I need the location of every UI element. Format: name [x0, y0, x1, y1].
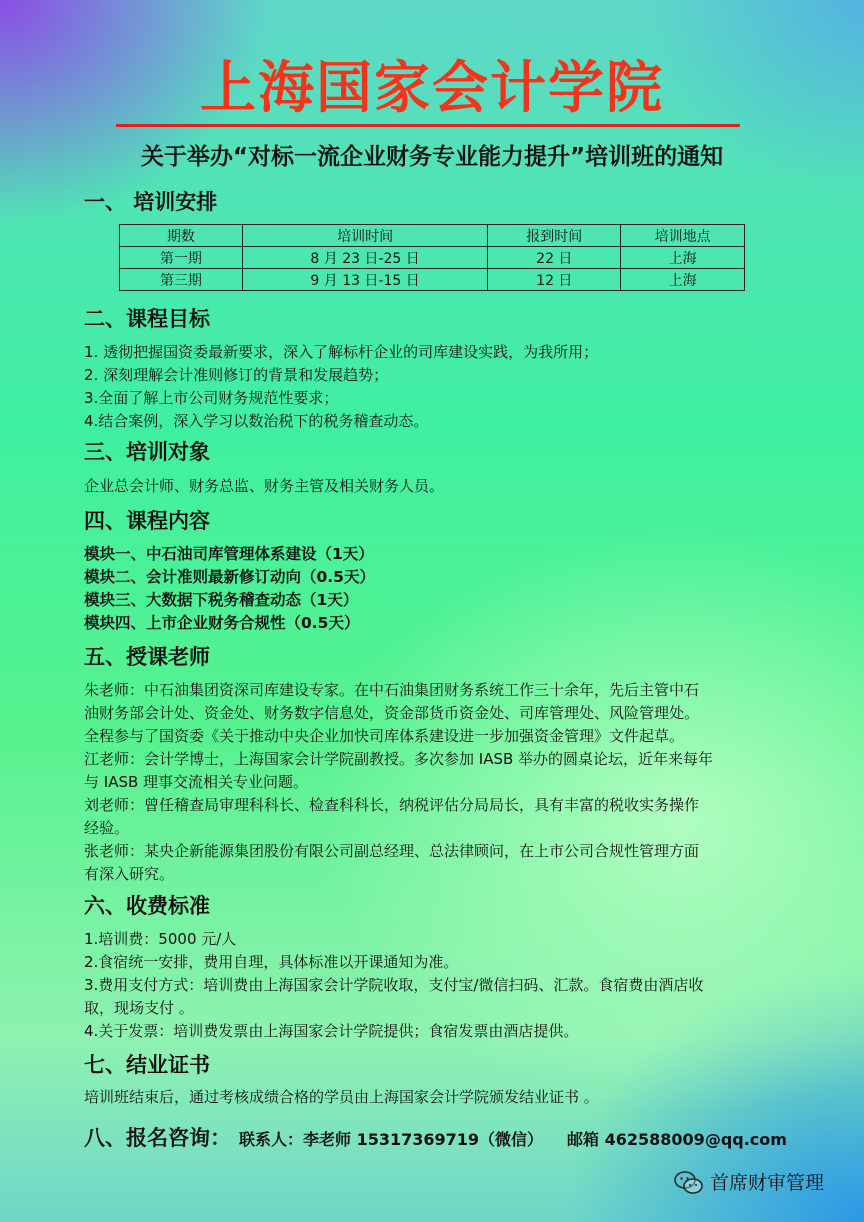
section-heading-audience: 三、培训对象 [84, 440, 210, 464]
section-heading-schedule: 一、 培训安排 [84, 190, 218, 214]
section-heading-contact: 八、报名咨询： [84, 1126, 231, 1150]
text-line: 与 IASB 理事交流相关专业问题。 [84, 773, 309, 791]
audience-text [84, 475, 784, 498]
table-cell: 8 月 23 日-25 日 [242, 247, 488, 269]
table-row [120, 269, 745, 291]
text-line: 经验。 [84, 819, 130, 837]
table-row [120, 247, 745, 269]
table-cell: 上海 [621, 247, 745, 269]
notice-subtitle: 关于举办“对标一流企业财务专业能力提升”培训班的通知 [140, 144, 724, 170]
table-header-cell: 培训地点 [621, 225, 745, 247]
brand-name: 首席财审管理 [710, 1172, 825, 1194]
table-header-cell: 期数 [120, 225, 243, 247]
list-item: 模块四、上市企业财务合规性（0.5天） [84, 614, 360, 632]
title-underline [116, 124, 740, 127]
certificate-line: 培训班结束后，通过考核成绩合格的学员由上海国家会计学院颁发结业证书 。 [84, 1088, 599, 1106]
list-item: 1.培训费：5000 元/人 [84, 930, 237, 948]
list-item: 4.关于发票：培训费发票由上海国家会计学院提供；食宿发票由酒店提供。 [84, 1022, 579, 1040]
list-item: 模块二、会计准则最新修订动向（0.5天） [84, 568, 375, 586]
fees-list [84, 928, 784, 1043]
table-header-row [120, 225, 745, 247]
list-item: 模块一、中石油司库管理体系建设（1天） [84, 545, 374, 563]
text-line: 江老师：会计学博士，上海国家会计学院副教授。多次参加 IASB 举办的圆桌论坛，近年来每年 [84, 750, 714, 768]
page-title: 上海国家会计学院 [200, 56, 664, 121]
list-item: 3.费用支付方式：培训费由上海国家会计学院收取，支付宝/微信扫码、汇款。食宿费由酒店收 [84, 976, 704, 994]
section-heading-fees: 六、收费标准 [84, 894, 210, 918]
contact-line [84, 1122, 787, 1152]
table-cell: 上海 [621, 269, 745, 291]
section-heading-content: 四、课程内容 [84, 509, 210, 533]
text-line: 全程参与了国资委《关于推动中央企业加快司库体系建设进一步加强资金管理》文件起草。 [84, 727, 685, 745]
section-heading-goals: 二、课程目标 [84, 307, 210, 331]
list-item: 1. 透彻把握国资委最新要求，深入了解标杆企业的司库建设实践，为我所用； [84, 343, 599, 361]
schedule-table [119, 224, 745, 291]
contact-person: 联系人：李老师 15317369719（微信） [239, 1130, 544, 1149]
modules-list [84, 543, 784, 635]
table-cell: 第三期 [120, 269, 243, 291]
table-cell: 9 月 13 日-15 日 [242, 269, 488, 291]
table-header-cell: 培训时间 [242, 225, 488, 247]
table-cell: 第一期 [120, 247, 243, 269]
text-line: 张老师：某央企新能源集团股份有限公司副总经理、总法律顾问，在上市公司合规性管理方面 [84, 842, 700, 860]
account-brand [674, 1168, 824, 1195]
list-item: 取，现场支付 。 [84, 999, 194, 1017]
text-line: 油财务部会计处、资金处、财务数字信息处，资金部货币资金处、司库管理处、风险管理处。 [84, 704, 700, 722]
audience-line: 企业总会计师、财务总监、财务主管及相关财务人员。 [84, 477, 445, 495]
section-heading-certificate: 七、结业证书 [84, 1053, 210, 1077]
list-item: 模块三、大数据下税务稽查动态（1天） [84, 591, 359, 609]
list-item: 4.结合案例，深入学习以数治税下的税务稽查动态。 [84, 412, 429, 430]
text-line: 刘老师：曾任稽查局审理科科长、检查科科长，纳税评估分局局长，具有丰富的税收实务操作 [84, 796, 700, 814]
list-item: 2. 深刻理解会计准则修订的背景和发展趋势； [84, 366, 389, 384]
list-item: 2.食宿统一安排，费用自理，具体标准以开课通知为准。 [84, 953, 459, 971]
teachers-text [84, 679, 784, 886]
section-heading-teachers: 五、授课老师 [84, 645, 210, 669]
list-item: 3.全面了解上市公司财务规范性要求； [84, 389, 339, 407]
text-line: 朱老师：中石油集团资深司库建设专家。在中石油集团财务系统工作三十余年，先后主管中石 [84, 681, 700, 699]
table-cell: 22 日 [488, 247, 621, 269]
table-header-cell: 报到时间 [488, 225, 621, 247]
text-line: 有深入研究。 [84, 865, 175, 883]
certificate-text [84, 1086, 784, 1109]
table-cell: 12 日 [488, 269, 621, 291]
goals-list [84, 341, 784, 433]
contact-email: 邮箱 462588009@qq.com [567, 1130, 787, 1149]
